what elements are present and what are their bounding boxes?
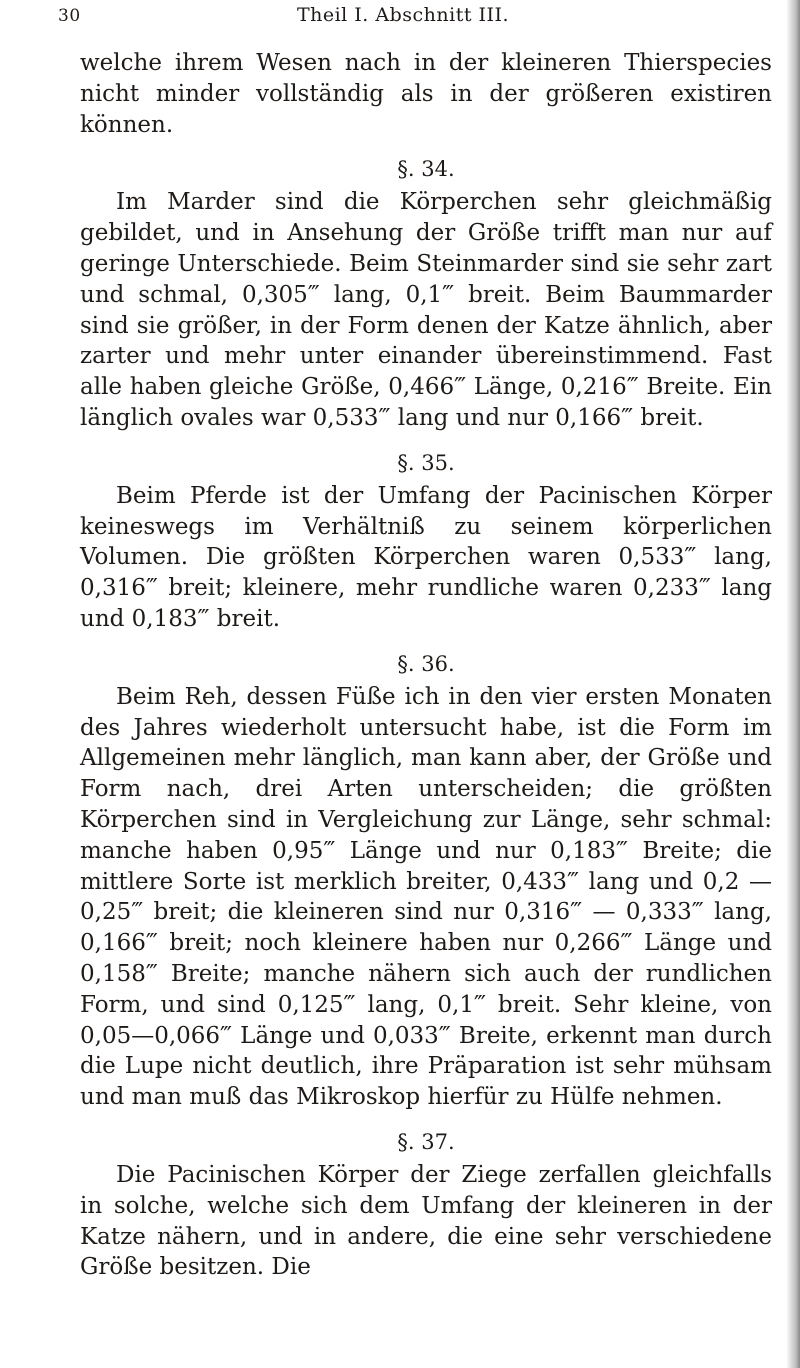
- paragraph-continuation: welche ihrem Wesen nach in der kleineren Thierspecies nicht minder vollständig als in der größeren existiren können.: [80, 50, 772, 138]
- paragraph-pferd: Beim Pferde ist der Umfang der Pacinischen Körper keineswegs im Verhältniß zu seinem körperlichen Volumen. Die größten Körperchen waren 0,533‴ lang, 0,316‴ breit; kleinere, mehr rundliche waren 0,233‴ lang und 0,183‴ breit.: [80, 482, 772, 632]
- page-edge-shadow: [786, 0, 800, 1368]
- section-heading-36: §. 36.: [397, 651, 455, 676]
- page-header: [58, 4, 748, 36]
- section-heading-35: §. 35.: [397, 450, 455, 475]
- paragraph-ziege: Die Pacinischen Körper der Ziege zerfallen gleichfalls in solche, welche sich dem Umfang der kleineren in der Katze nähern, und in andere, die eine sehr verschiedene Größe besitzen. Die: [80, 1161, 772, 1281]
- page-number: 30: [58, 6, 81, 26]
- page-body: [80, 48, 772, 1283]
- paragraph-marder: Im Marder sind die Körperchen sehr gleichmäßig gebildet, und in Ansehung der Größe trifft man nur auf geringe Unterschiede. Beim Steinmarder sind sie sehr zart und schmal, 0,305‴ lang, 0,1‴ breit. Beim Baummarder sind sie größer, in der Form denen der Katze ähnlich, aber zarter und mehr unter einander übereinstimmend. Fast alle haben gleiche Größe, 0,466‴ Länge, 0,216‴ Breite. Ein länglich ovales war 0,533‴ lang und nur 0,166‴ breit.: [80, 189, 772, 431]
- running-head: Theil I. Abschnitt III.: [296, 4, 510, 26]
- section-heading-37: §. 37.: [397, 1129, 455, 1154]
- paragraph-reh: Beim Reh, dessen Füße ich in den vier ersten Monaten des Jahres wiederholt untersucht habe, ist die Form im Allgemeinen mehr länglich, man kann aber, der Größe und Form nach, drei Arten unterscheiden; die größten Körperchen sind in Vergleichung zur Länge, sehr schmal: manche haben 0,95‴ Länge und nur 0,183‴ Breite; die mittlere Sorte ist merklich breiter, 0,433‴ lang und 0,2 — 0,25‴ breit; die kleineren sind nur 0,316‴ — 0,333‴ lang, 0,166‴ breit; noch kleinere haben nur 0,266‴ Länge und 0,158‴ Breite; manche nähern sich auch der rundlichen Form, und sind 0,125‴ lang, 0,1‴ breit. Sehr kleine, von 0,05—0,066‴ Länge und 0,033‴ Breite, erkennt man durch die Lupe nicht deutlich, ihre Präparation ist sehr mühsam und man muß das Mikroskop hierfür zu Hülfe nehmen.: [80, 683, 772, 1111]
- section-heading-34: §. 34.: [397, 157, 455, 182]
